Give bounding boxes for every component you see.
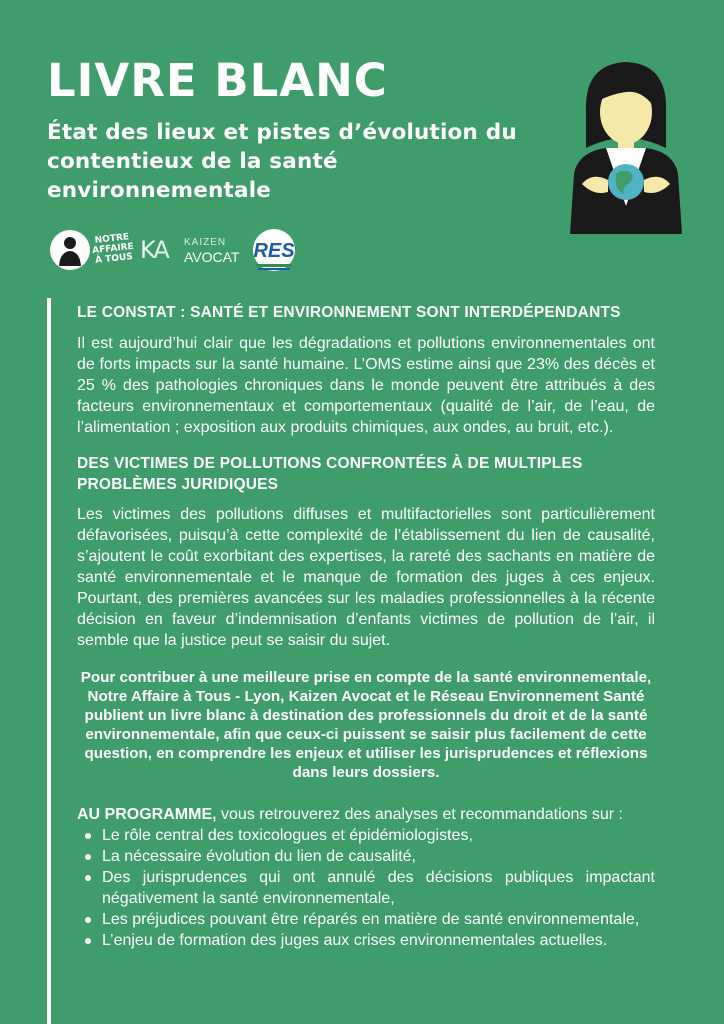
programme-rest: vous retrouverez des analyses et recommandations sur : bbox=[216, 806, 623, 823]
section-body-constat: Il est aujourd’hui clair que les dégradations et pollutions environnementales ont de forts impacts sur la santé humaine. L’OMS estime ainsi que 23% des décès et 25 % des pathologies chroniques dans le monde peuvent être attribués à des facteurs environnementaux et comportementaux (qualité de l’air, de l’eau, de l’alimentation ; exposition aux produits chimiques, aux ondes, au bruit, etc.). bbox=[77, 335, 655, 436]
content-panel bbox=[47, 298, 655, 1024]
section-heading-victimes: DES VICTIMES DE POLLUTIONS CONFRONTÉES À DE MULTIPLES PROBLÈMES JURIDIQUES bbox=[77, 455, 583, 493]
programme-intro bbox=[77, 804, 655, 825]
page-title: LIVRE BLANC bbox=[47, 54, 388, 107]
list-item: Le rôle central des toxicologues et épidémiologistes, bbox=[77, 825, 655, 846]
kaizen-mark: KA bbox=[140, 236, 168, 264]
highlight-paragraph: Pour contribuer à une meilleure prise en compte de la santé environnementale, Notre Affaire à Tous - Lyon, Kaizen Avocat et le Réseau Environnement Santé publient un livre blanc à destination des professionnels du droit et de la santé environnementale, afin que ceux-ci puissent se saisir plus facilement de cette question, en comprendre les enjeux et utiliser les jurisprudences et réflexions dans leurs dossiers. bbox=[80, 669, 652, 781]
programme-list bbox=[77, 825, 655, 951]
partner-logos bbox=[50, 228, 310, 276]
page-subtitle: État des lieux et pistes d’évolution du contentieux de la santé environnementale bbox=[47, 120, 517, 203]
programme-lead: AU PROGRAMME, bbox=[77, 806, 217, 823]
svg-text:RES: RES bbox=[253, 240, 295, 262]
list-item: Les préjudices pouvant être réparés en matière de santé environnementale, bbox=[77, 909, 655, 930]
kaizen-logo bbox=[136, 228, 240, 272]
person-holding-earth-illustration bbox=[562, 56, 690, 234]
list-item: L’enjeu de formation des juges aux crises environnementales actuelles. bbox=[77, 930, 655, 951]
naat-logo-text: NOTRE AFFAIRE À TOUS bbox=[91, 232, 135, 266]
section-body-victimes: Les victimes des pollutions diffuses et multifactorielles sont particulièrement défavorisées, puisqu’à cette complexité de l’établissement du lien de causalité, s’ajoutent le coût exorbitant des expertises, la rareté des sachants en matière de santé environnementale et le manque de formation des juges à ces enjeux. Pourtant, des premières avancées sur les maladies professionnelles à la récente décision en faveur d’indemnisation d’enfants victimes de pollution de l’air, il semble que la justice peut se saisir du sujet. bbox=[77, 506, 655, 649]
naat-logo bbox=[50, 230, 90, 270]
res-logo bbox=[242, 228, 302, 274]
section-heading-constat: LE CONSTAT : SANTÉ ET ENVIRONNEMENT SONT INTERDÉPENDANTS bbox=[77, 304, 621, 321]
list-item: La nécessaire évolution du lien de causalité, bbox=[77, 846, 655, 867]
kaizen-sub: AVOCAT bbox=[184, 249, 240, 265]
kaizen-name: KAIZEN bbox=[184, 237, 227, 248]
list-item: Des jurisprudences qui ont annulé des décisions publiques impactant négativement la santé environnementale, bbox=[77, 867, 655, 909]
